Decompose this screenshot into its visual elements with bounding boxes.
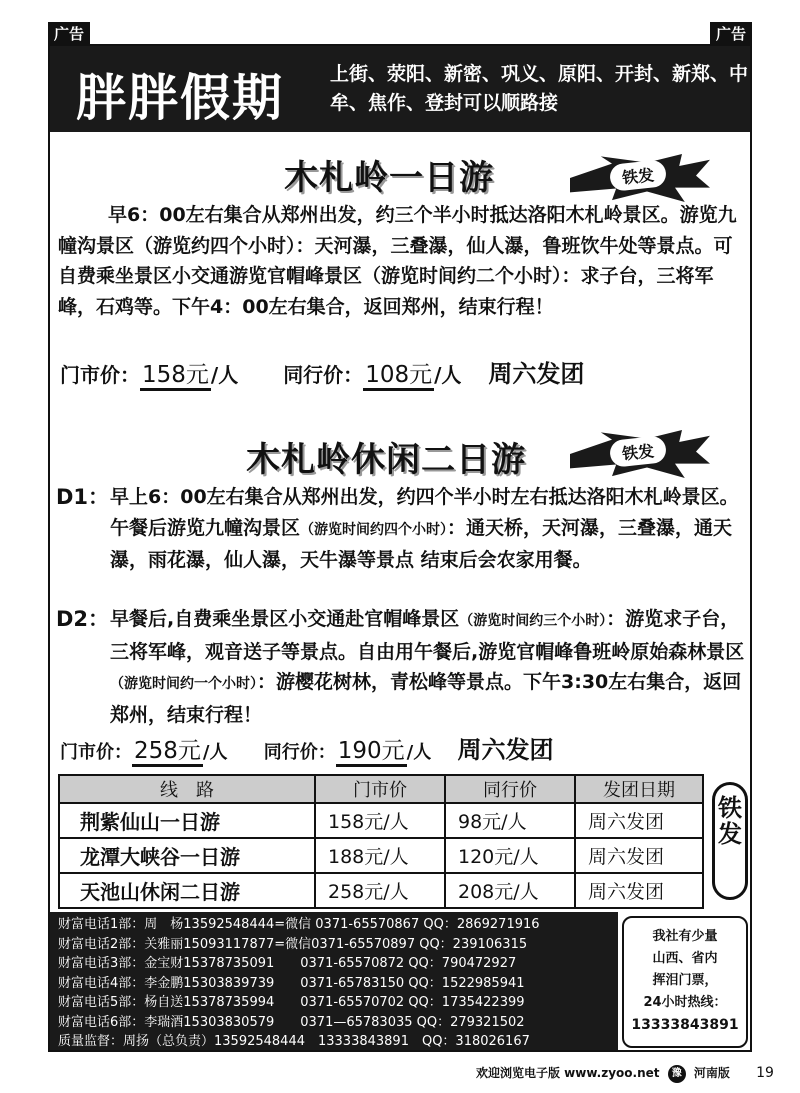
peer-price: 98元/人 <box>445 803 575 838</box>
brand-banner <box>50 46 750 132</box>
price-table <box>58 774 704 909</box>
retail-price: 258元/人 <box>315 873 445 908</box>
day2-note2: （游览时间约一个小时） <box>110 676 257 692</box>
notice-line: 我社有少量 <box>652 929 718 944</box>
ad-tag-right: 广告 <box>710 22 752 45</box>
rail-badge-text: 铁发 <box>609 159 668 192</box>
peer-price: 208元/人 <box>445 873 575 908</box>
peer-price: 190元 <box>336 738 407 767</box>
retail-price: 258元 <box>132 738 203 767</box>
tour2-price-line <box>60 730 554 765</box>
notice-line: 山西、省内 <box>652 951 718 966</box>
tour1-rail-badge <box>570 154 710 202</box>
day2-note: （游览时间约三个小时） <box>459 613 607 629</box>
hotline-number: 13333843891 <box>631 1017 739 1033</box>
contact-list <box>50 912 618 1050</box>
day1-note: （游览时间约四个小时） <box>300 521 448 538</box>
contact-row: 财富电话4部：李金鹏15303839739 0371-65783150 QQ：1522985941 <box>58 975 525 991</box>
day1-text-cont: ：通天桥，天河瀑，三叠瀑，通天瀑，雨花瀑，仙人瀑，天牛瀑等景点 结束后会农家用餐。 <box>110 516 733 571</box>
table-row <box>59 873 703 908</box>
departure-date: 周六发团 <box>575 803 703 838</box>
rail-badge-text: 铁发 <box>609 435 668 468</box>
ad-tag-left: 广告 <box>48 22 90 45</box>
day2-label: D2： <box>56 607 110 631</box>
header-route: 线 路 <box>59 775 315 803</box>
table-row <box>59 803 703 838</box>
contact-row: 财富电话1部：周 杨13592548444=微信 0371-65570867 QQ：2869271916 <box>58 917 540 932</box>
table-header-row <box>59 775 703 803</box>
rail-side-text: 铁发 <box>718 794 742 848</box>
tour2-rail-badge <box>570 430 710 478</box>
day1-label: D1： <box>56 485 110 509</box>
contact-row: 财富电话3部：金宝财15378735091 0371-65570872 QQ：790472927 <box>58 956 517 971</box>
price-label: 门市价： <box>60 363 140 387</box>
ad-frame <box>48 44 752 1052</box>
peer-label: 同行价： <box>283 363 364 387</box>
tour1-title: 木札岭一日游 <box>284 158 494 198</box>
header-retail: 门市价 <box>315 775 445 803</box>
footer-edition: 河南版 <box>693 1066 730 1080</box>
table-row <box>59 838 703 873</box>
contact-row: 财富电话2部：关雅丽15093117877=微信0371-65570897 QQ：239106315 <box>58 936 528 952</box>
peer-price: 120元/人 <box>445 838 575 873</box>
notice-line: 挥泪门票， <box>652 973 718 988</box>
day2-text-end: ：游樱花树林，青松峰等景点。下午3:30左右集合，返回郑州，结束行程！ <box>110 671 742 726</box>
tour1-price-line <box>60 354 584 389</box>
route-name: 荆紫仙山一日游 <box>59 803 315 838</box>
contact-row: 财富电话6部：李瑞酒15303830579 0371—65783035 QQ：279321502 <box>58 1014 525 1030</box>
tour1-description: 早6：00左右集合从郑州出发，约三个半小时抵达洛阳木札岭景区。游览九幢沟景区（游览约四个小时）：天河瀑，三叠瀑，仙人瀑，鲁班饮牛处等景点。可自费乘坐景区小交通游览官帽峰景区（游览时间约二个小时）：求子台，三将军峰，石鸡等。下午4：00左右集合，返回郑州，结束行程！ <box>58 204 737 318</box>
day1-text: 早上6：00左右集合从郑州出发，约四个半小时左右抵达洛阳木札岭景区。午餐后游览九幢沟景区 <box>110 486 739 539</box>
contact-row: 财富电话5部：杨自送15378735994 0371-65570702 QQ：1735422399 <box>58 995 525 1010</box>
day2-itinerary <box>56 604 748 730</box>
brand-logo: 胖胖假期 <box>76 68 284 127</box>
retail-price: 188元/人 <box>315 838 445 873</box>
per-person: /人 <box>202 742 228 763</box>
page-footer <box>476 1064 774 1083</box>
departure-date: 周六发团 <box>575 873 703 908</box>
rail-side-tag <box>712 782 748 900</box>
footer-site: 欢迎浏览电子版 www.zyoo.net <box>476 1066 660 1080</box>
day2-text-cont: ：游览求子台，三将军峰，观音送子等景点。自由用午餐后,游览官帽峰鲁班岭原始森林景区 <box>110 608 745 663</box>
page-number: 19 <box>756 1065 774 1081</box>
price-label: 门市价： <box>60 742 132 763</box>
pickup-routes: 上街、荥阳、新密、巩义、原阳、开封、新郑、中牟、焦作、登封可以顺路接 <box>330 63 749 114</box>
publisher-logo-icon: 豫 <box>668 1065 686 1083</box>
per-person: /人 <box>434 363 462 387</box>
tour2-title: 木札岭休闲二日游 <box>246 440 526 480</box>
peer-price: 108元 <box>363 362 434 391</box>
departure-day: 周六发团 <box>457 736 554 764</box>
ticket-notice <box>622 916 748 1048</box>
header-peer: 同行价 <box>445 775 575 803</box>
retail-price: 158元 <box>140 362 211 391</box>
notice-line: 24小时热线： <box>643 995 727 1010</box>
route-name: 龙潭大峡谷一日游 <box>59 838 315 873</box>
header-date: 发团日期 <box>575 775 703 803</box>
per-person: /人 <box>210 363 239 387</box>
peer-label: 同行价： <box>263 742 336 763</box>
departure-date: 周六发团 <box>575 838 703 873</box>
route-name: 天池山休闲二日游 <box>59 873 315 908</box>
day2-text: 早餐后,自费乘坐景区小交通赴官帽峰景区 <box>110 608 460 630</box>
contact-row: 质量监督：周扬（总负责）13592548444 13333843891 QQ：318026167 <box>58 1034 530 1049</box>
departure-day: 周六发团 <box>488 360 585 388</box>
day1-itinerary <box>56 482 748 576</box>
retail-price: 158元/人 <box>315 803 445 838</box>
per-person: /人 <box>406 742 432 763</box>
